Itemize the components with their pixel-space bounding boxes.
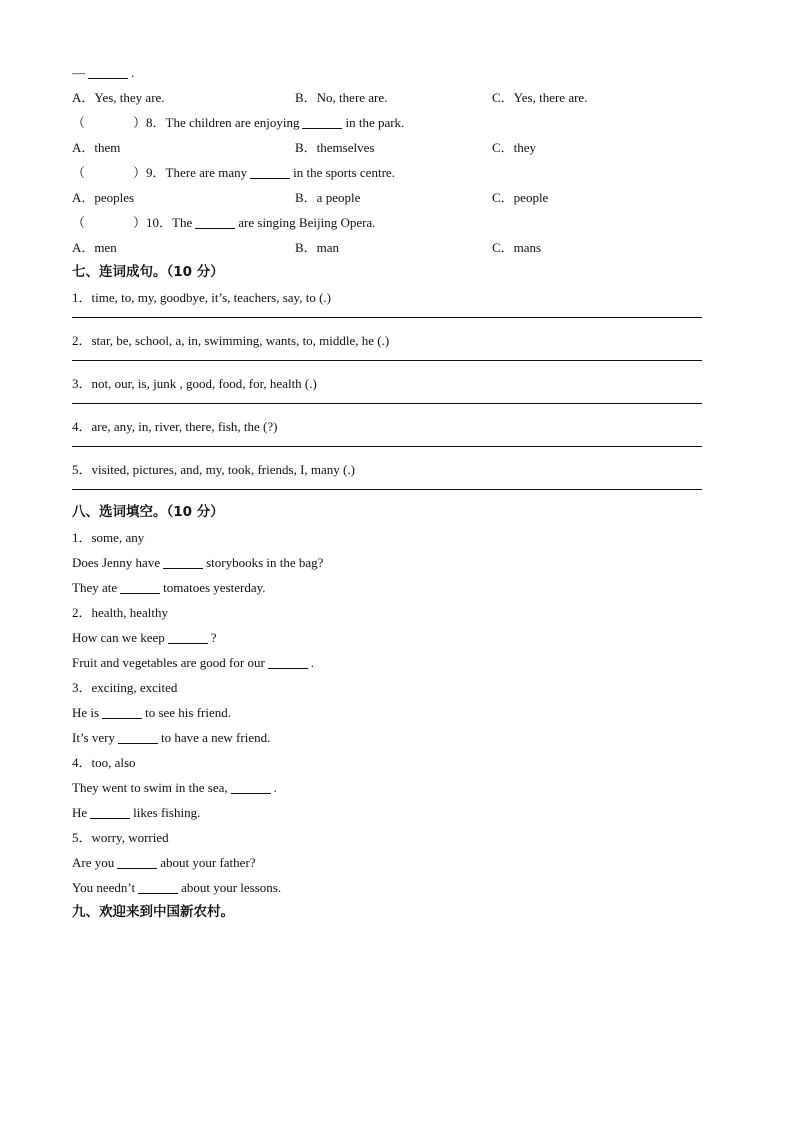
sentence-text: about your lessons. [181, 880, 282, 895]
section8-title: 八、选词填空。（10 分） [72, 504, 224, 520]
s7-answer-line-4[interactable] [72, 446, 702, 447]
section7-title: 七、连词成句。（10 分） [72, 264, 224, 280]
top-answer-fragment [72, 60, 722, 85]
q10-options [72, 235, 722, 260]
sentence-text: You needn’t [72, 880, 136, 895]
fill-blank[interactable] [120, 579, 160, 594]
answer-blank[interactable] [88, 64, 128, 79]
sentence-text: . [310, 655, 315, 670]
period-suffix: . [131, 65, 135, 80]
fill-blank[interactable] [138, 879, 178, 894]
fill-blank[interactable] [90, 804, 130, 819]
sentence-text: ? [210, 630, 217, 645]
q8-number: 8． [146, 115, 166, 130]
sentence-text: He [72, 805, 88, 820]
s8-group-5-words: 5．worry, worried [72, 830, 169, 845]
s7-answer-line-3[interactable] [72, 403, 702, 404]
worksheet-page [72, 60, 722, 925]
s7-item-2: 2．star, be, school, a, in, swimming, wants, to, middle, he (.) [72, 333, 390, 348]
sentence-text: It’s very [72, 730, 115, 745]
q9-option-b[interactable]: B．a people [295, 190, 361, 205]
s8-group-2-words: 2．health, healthy [72, 605, 169, 620]
q10-text-before: The [172, 215, 193, 230]
s8-group-1-sentence-1 [72, 550, 722, 575]
s7-item-1: 1．time, to, my, goodbye, it’s, teachers, say, to (.) [72, 290, 331, 305]
fill-blank[interactable] [102, 704, 142, 719]
q10-stem [72, 210, 722, 235]
s8-group-3-sentence-1 [72, 700, 722, 725]
q9-options [72, 185, 722, 210]
q7-options [72, 85, 722, 110]
q8-stem [72, 110, 722, 135]
s8-group-1-sentence-2 [72, 575, 722, 600]
s7-item-3: 3．not, our, is, junk , good, food, for, health (.) [72, 376, 317, 391]
sentence-text: Fruit and vegetables are good for our [72, 655, 265, 670]
sentence-text: Does Jenny have [72, 555, 161, 570]
s8-group-3-sentence-2 [72, 725, 722, 750]
sentence-text: How can we keep [72, 630, 165, 645]
q9-option-c[interactable]: C．people [492, 190, 549, 205]
q8-options [72, 135, 722, 160]
sentence-text: They went to swim in the sea, [72, 780, 228, 795]
fill-blank[interactable] [231, 779, 271, 794]
q7-option-c[interactable]: C．Yes, there are. [492, 90, 588, 105]
q10-number: 10． [146, 215, 173, 230]
dash-prefix: — [72, 65, 85, 80]
fill-blank[interactable] [168, 629, 208, 644]
s8-group-5-sentence-2 [72, 875, 722, 900]
q7-option-a[interactable]: A．Yes, they are. [72, 90, 165, 105]
sentence-text: about your father? [160, 855, 256, 870]
fill-blank[interactable] [118, 729, 158, 744]
q10-text-after: are singing Beijing Opera. [238, 215, 376, 230]
q9-option-a[interactable]: A．peoples [72, 190, 135, 205]
q8-option-b[interactable]: B．themselves [295, 140, 375, 155]
q9-paren-open: （ [72, 165, 86, 180]
sentence-text: to have a new friend. [160, 730, 271, 745]
s7-answer-line-2[interactable] [72, 360, 702, 361]
q10-option-c[interactable]: C．mans [492, 240, 542, 255]
sentence-text: . [273, 780, 277, 795]
s8-group-4-sentence-1 [72, 775, 722, 800]
s8-group-2-sentence-2 [72, 650, 722, 675]
q8-text-after: in the park. [345, 115, 405, 130]
sentence-text: storybooks in the bag? [206, 555, 324, 570]
fill-blank[interactable] [117, 854, 157, 869]
q8-text-before: The children are enjoying [165, 115, 300, 130]
s8-group-1-words: 1．some, any [72, 530, 145, 545]
q9-stem [72, 160, 722, 185]
s7-answer-line-5[interactable] [72, 489, 702, 490]
sentence-text: Are you [72, 855, 115, 870]
q8-blank[interactable] [302, 114, 342, 129]
q8-paren-open: （ [72, 115, 86, 130]
q10-option-a[interactable]: A．men [72, 240, 117, 255]
sentence-text: likes fishing. [133, 805, 201, 820]
sentence-text: to see his friend. [145, 705, 232, 720]
sentence-text: He is [72, 705, 100, 720]
sentence-text: They ate [72, 580, 118, 595]
q9-number: 9． [146, 165, 166, 180]
section9-title: 九、欢迎来到中国新农村。 [72, 904, 234, 920]
q10-blank[interactable] [195, 214, 235, 229]
q7-option-b[interactable]: B．No, there are. [295, 90, 388, 105]
s8-group-3-words: 3．exciting, excited [72, 680, 178, 695]
s8-group-4-sentence-2 [72, 800, 722, 825]
s8-group-2-sentence-1 [72, 625, 722, 650]
q10-paren-open: （ [72, 215, 86, 230]
s7-answer-line-1[interactable] [72, 317, 702, 318]
q8-option-a[interactable]: A．them [72, 140, 121, 155]
sentence-text: tomatoes yesterday. [163, 580, 266, 595]
q8-paren-close: ） [133, 115, 147, 130]
q10-paren-close: ） [133, 215, 147, 230]
q10-option-b[interactable]: B．man [295, 240, 340, 255]
s8-group-4-words: 4．too, also [72, 755, 136, 770]
s7-item-4: 4．are, any, in, river, there, fish, the (?) [72, 419, 278, 434]
q9-text-after: in the sports centre. [293, 165, 395, 180]
q9-text-before: There are many [165, 165, 248, 180]
s8-group-5-sentence-1 [72, 850, 722, 875]
s7-item-5: 5．visited, pictures, and, my, took, friends, I, many (.) [72, 462, 355, 477]
fill-blank[interactable] [163, 554, 203, 569]
fill-blank[interactable] [268, 654, 308, 669]
q9-blank[interactable] [250, 164, 290, 179]
q9-paren-close: ） [133, 165, 147, 180]
q8-option-c[interactable]: C．they [492, 140, 537, 155]
